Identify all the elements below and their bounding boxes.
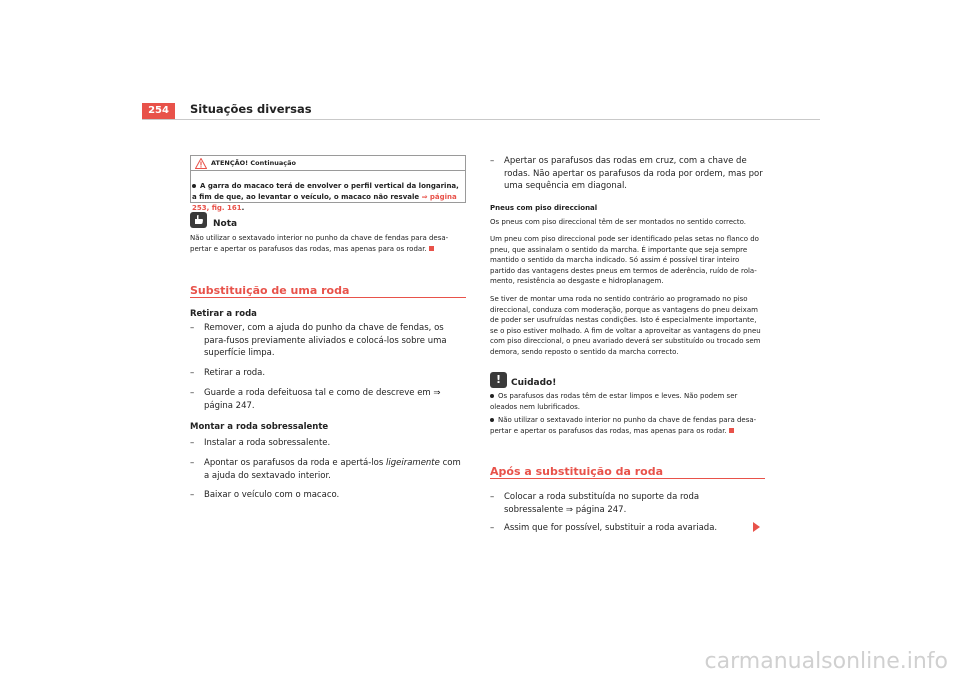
subheading-mount-spare: Montar a roda sobressalente xyxy=(190,422,329,432)
bullet-icon xyxy=(490,394,494,398)
heading-after-change: Após a substituição da roda xyxy=(490,465,663,478)
text-part: com a ajuda do sextavado interior. xyxy=(204,458,461,481)
caution-text: Não utilizar o sextavado interior no punho da chave de fendas para desa-pertar e apertar os parafusos das rodas, mas apenas para os rodar. xyxy=(490,416,757,435)
note-text xyxy=(190,233,466,254)
end-mark-icon xyxy=(729,428,734,433)
warning-body: A garra do macaco terá de envolver o perfil vertical da longarina, a fim de que, ao levantar o veículo, o macaco não resvale xyxy=(192,182,459,201)
section-title: Situações diversas xyxy=(190,102,312,116)
heading-wheel-change: Substituição de uma roda xyxy=(190,284,350,297)
list-item: – Apertar os parafusos das rodas em cruz, com a chave de rodas. Não apertar os parafusos da roda por ordem, mas por uma sequência em diagonal. xyxy=(490,155,765,193)
list-item-text: Guarde a roda defeituosa tal e como de descreve em ⇒ página 247. xyxy=(204,388,441,411)
warning-icon xyxy=(195,158,207,169)
header-rule xyxy=(142,119,820,120)
list-item-text: Baixar o veículo com o macaco. xyxy=(204,490,340,500)
warning-text xyxy=(192,181,464,214)
watermark: carmanualsonline.info xyxy=(704,649,948,674)
list-item: – Colocar a roda substituída no suporte da roda sobressalente ⇒ página 247. xyxy=(490,491,755,516)
list-item-text: Assim que for possível, substituir a roda avariada. xyxy=(504,523,718,533)
heading-rule xyxy=(190,297,466,298)
note-title: Nota xyxy=(213,219,238,229)
list-item-text: Instalar a roda sobressalente. xyxy=(204,438,331,448)
note-icon xyxy=(190,212,207,228)
subheading-remove-wheel: Retirar a roda xyxy=(190,309,257,319)
caution-item xyxy=(490,415,766,436)
end-mark-icon xyxy=(429,246,434,251)
list-item: – Retirar a roda. xyxy=(190,367,466,380)
list-item: – Apontar os parafusos da roda e apertá-los ligeiramente com a ajuda do sextavado interior. xyxy=(190,457,466,482)
paragraph: Os pneus com piso direccional têm de ser montados no sentido correcto. xyxy=(490,218,747,226)
paragraph: Um pneu com piso direccional pode ser identificado pelas setas no flanco do pneu, que assinalam o sentido da marcha. É importante que seja sempre mantido o sentido da marcha indicado. Só assim é possível tirar inteiro partido das vantagens destes pneus em termos de aderência, ruído de rola-mento, resistência ao desgaste e hidroplanagem. xyxy=(490,235,759,285)
emphasis: ligeiramente xyxy=(386,458,440,468)
list-item-text: Apertar os parafusos das rodas em cruz, com a chave de rodas. Não apertar os parafusos da roda por ordem, mas por uma sequência em diagonal. xyxy=(504,156,763,191)
list-item-text: Retirar a roda. xyxy=(204,368,266,378)
page-number: 254 xyxy=(142,103,175,119)
caution-title: Cuidado! xyxy=(511,378,557,388)
paragraph: Se tiver de montar uma roda no sentido contrário ao programado no piso direccional, conduza com moderação, porque as vantagens do pneu deixam de poder ser usufruídas nestas condições. Isto é especialmente importante, se o piso estiver molhado. A fim de voltar a aproveitar as vantagens do pneu com piso direccional, o pneu avariado deverá ser substituído ou trocado sem demora, sendo reposto o sentido da marcha correcto. xyxy=(490,295,761,356)
caution-text: Os parafusos das rodas têm de estar limpos e leves. Não podem ser oleados nem lubrificados. xyxy=(490,392,738,411)
list-item: – Assim que for possível, substituir a roda avariada. xyxy=(490,522,755,535)
list-item-text: Remover, com a ajuda do punho da chave de fendas, os para-fusos previamente aliviados e colocá-los sobre uma superfície limpa. xyxy=(204,323,447,358)
caution-item xyxy=(490,391,766,412)
subheading-directional-tyres: Pneus com piso direccional xyxy=(490,204,598,212)
heading-rule xyxy=(490,478,765,479)
list-item: – Remover, com a ajuda do punho da chave de fendas, os para-fusos previamente aliviados e colocá-los sobre uma superfície limpa. xyxy=(190,322,466,360)
caution-icon: ! xyxy=(490,372,507,388)
warning-page-link[interactable]: ⇒ página 253, fig. 161 xyxy=(192,193,457,212)
bullet-icon xyxy=(490,418,494,422)
warning-title: ATENÇÃO! Continuação xyxy=(211,159,296,167)
list-item: – Baixar o veículo com o macaco. xyxy=(190,489,466,502)
next-page-arrow-icon xyxy=(753,522,760,532)
text-part: Apontar os parafusos da roda e apertá-los xyxy=(204,458,384,468)
note-body: Não utilizar o sextavado interior no punho da chave de fendas para desa-pertar e apertar os parafusos das rodas, mas apenas para os rodar. xyxy=(190,234,449,253)
warning-end: . xyxy=(241,204,245,212)
list-item-text: Colocar a roda substituída no suporte da roda sobressalente ⇒ página 247. xyxy=(504,492,700,515)
list-item-text xyxy=(190,457,466,482)
bullet-icon xyxy=(192,184,196,188)
list-item: – Guarde a roda defeituosa tal e como de descreve em ⇒ página 247. xyxy=(190,387,450,412)
list-item: – Instalar a roda sobressalente. xyxy=(190,437,466,450)
